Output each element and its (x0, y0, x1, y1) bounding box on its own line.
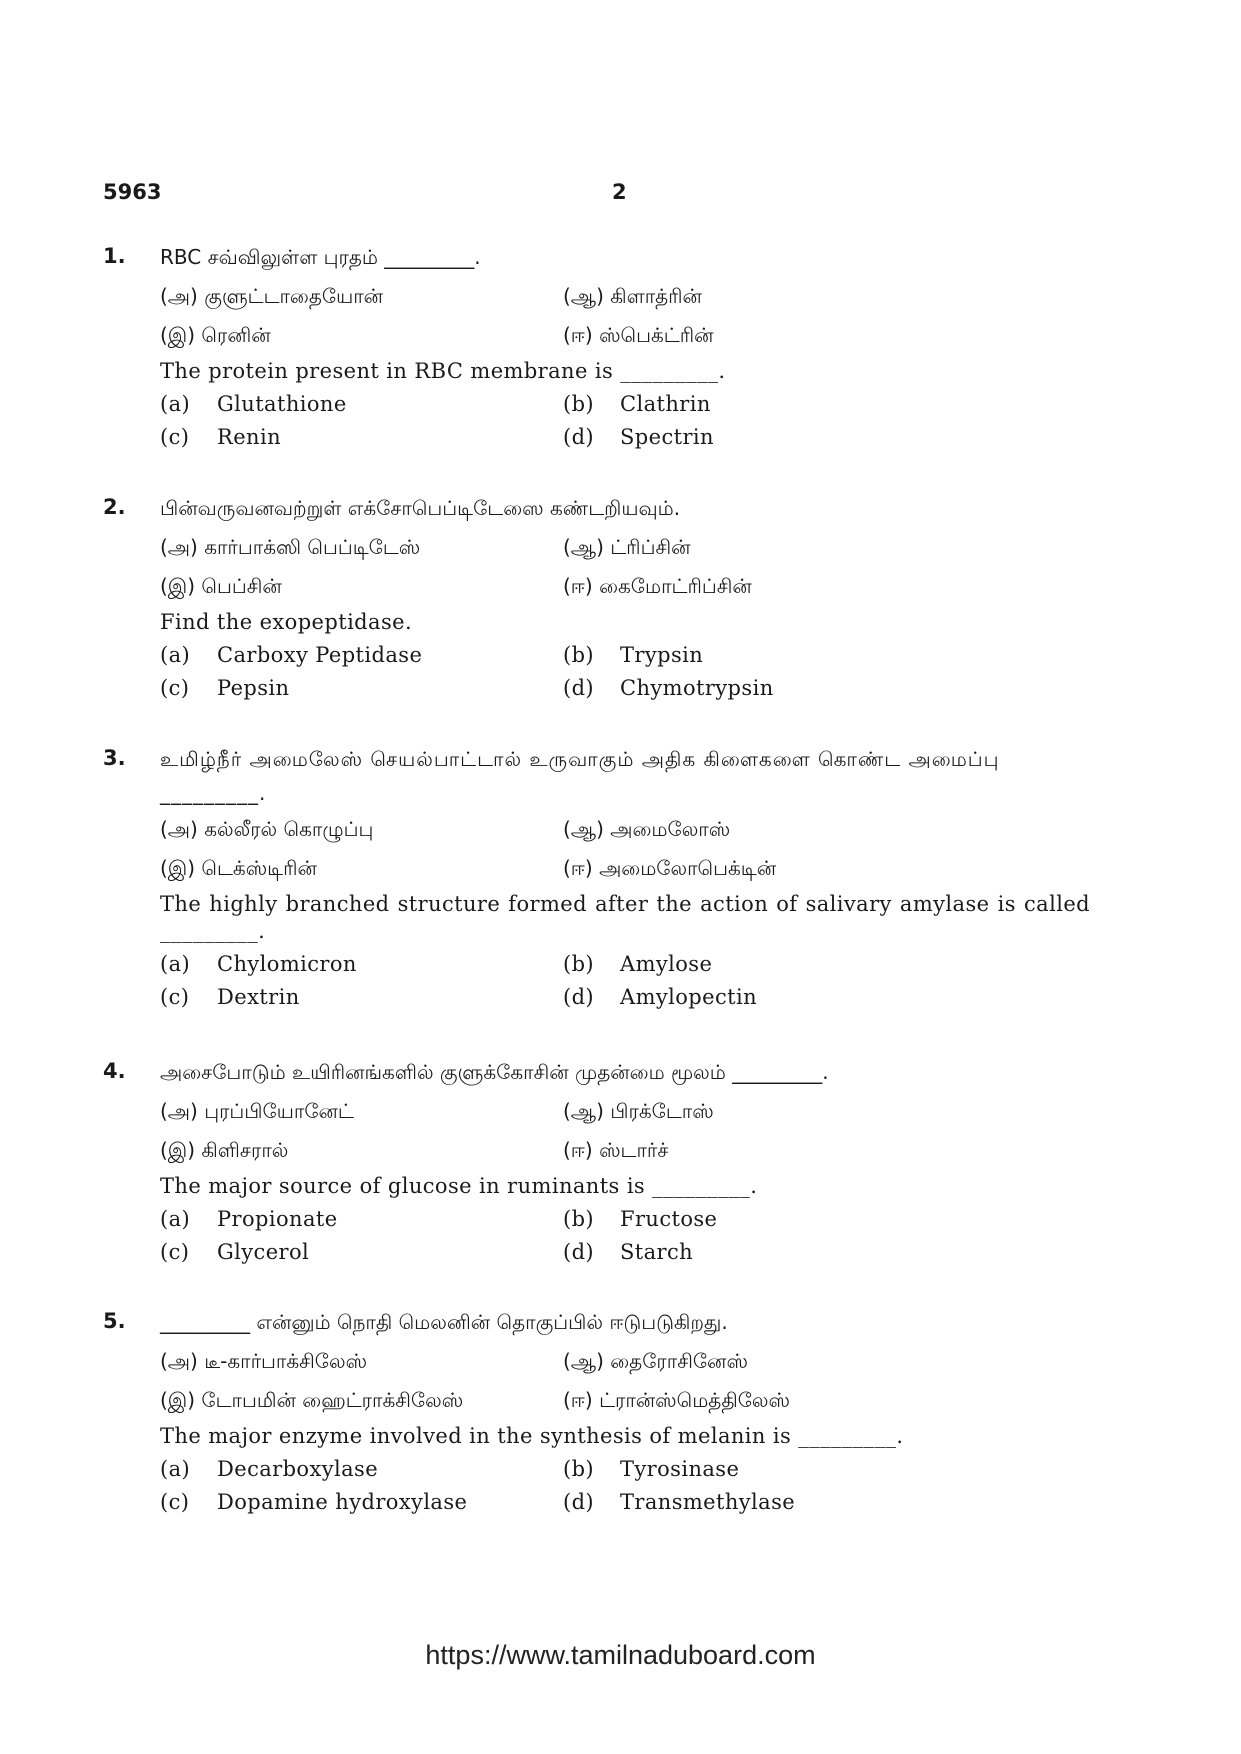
tamil-options-row (160, 1381, 1103, 1420)
tamil-options-row (160, 316, 1103, 355)
option-c: (c) Dextrin (160, 985, 300, 1009)
english-options-row (160, 639, 1103, 672)
english-options-row (160, 672, 1103, 705)
option-a: (a) Chylomicron (160, 952, 357, 976)
tamil-options-row (160, 277, 1103, 316)
footer-url[interactable]: https://www.tamilnaduboard.com (425, 1640, 816, 1670)
tamil-option-2: (ஆ) ட்ரிப்சின் (563, 535, 691, 559)
option-a: (a) Decarboxylase (160, 1457, 379, 1481)
page-number: 2 (612, 180, 627, 204)
tamil-option-3: (இ) பெப்சின் (160, 574, 282, 598)
tamil-option-2: (ஆ) பிரக்டோஸ் (563, 1099, 714, 1123)
question-1 (103, 238, 1103, 454)
tamil-option-1: (அ) கார்பாக்ஸி பெப்டிடேஸ் (160, 535, 421, 559)
tamil-option-4: (ஈ) ட்ரான்ஸ்மெத்திலேஸ் (563, 1388, 791, 1412)
option-a: (a) Glutathione (160, 392, 347, 416)
tamil-option-4: (ஈ) ஸ்பெக்ட்ரின் (563, 323, 714, 347)
question-number: 1. (103, 244, 126, 268)
question-2 (103, 489, 1103, 705)
tamil-options-row (160, 810, 1103, 849)
english-options-row (160, 1236, 1103, 1269)
tamil-question: _________ என்னும் நொதி மெலனின் தொகுப்பில் ஈடுபடுகிறது. (160, 1310, 728, 1334)
english-question: The major enzyme involved in the synthesis of melanin is _________. (160, 1424, 904, 1448)
question-5 (103, 1303, 1103, 1519)
english-options-row (160, 1203, 1103, 1236)
tamil-option-4: (ஈ) கைமோட்ரிப்சின் (563, 574, 752, 598)
english-question: The protein present in RBC membrane is _________. (160, 359, 726, 383)
question-number: 4. (103, 1059, 126, 1083)
option-a: (a) Propionate (160, 1207, 338, 1231)
tamil-option-2: (ஆ) அமைலோஸ் (563, 817, 731, 841)
option-b: (b) Amylose (563, 952, 713, 976)
tamil-question: பின்வருவனவற்றுள் எக்சோபெப்டிடேஸை கண்டறியவும். (160, 496, 681, 520)
english-question: Find the exopeptidase. (160, 610, 413, 634)
tamil-option-2: (ஆ) கிளாத்ரின் (563, 284, 702, 308)
tamil-question: அசைபோடும் உயிரினங்களில் குளுக்கோசின் முதன்மை மூலம் _________. (160, 1060, 829, 1084)
option-b: (b) Fructose (563, 1207, 718, 1231)
tamil-options-row (160, 1131, 1103, 1170)
tamil-option-2: (ஆ) தைரோசினேஸ் (563, 1349, 748, 1373)
option-b: (b) Trypsin (563, 643, 704, 667)
option-d: (d) Amylopectin (563, 985, 758, 1009)
tamil-options-row (160, 849, 1103, 888)
english-options-row (160, 948, 1103, 981)
question-number: 2. (103, 495, 126, 519)
tamil-option-3: (இ) டெக்ஸ்டிரின் (160, 856, 317, 880)
tamil-question: உமிழ்நீர் அமைலேஸ் செயல்பாட்டால் உருவாகும் அதிக கிளைகளை கொண்ட அமைப்பு _________. (160, 747, 1000, 805)
option-d: (d) Spectrin (563, 425, 714, 449)
tamil-options-row (160, 1092, 1103, 1131)
option-d: (d) Transmethylase (563, 1490, 796, 1514)
option-b: (b) Tyrosinase (563, 1457, 740, 1481)
tamil-option-1: (அ) குளுட்டாதையோன் (160, 284, 384, 308)
english-options-row (160, 421, 1103, 454)
tamil-option-3: (இ) ரெனின் (160, 323, 271, 347)
tamil-options-row (160, 528, 1103, 567)
option-d: (d) Chymotrypsin (563, 676, 774, 700)
question-3 (103, 740, 1103, 1014)
option-d: (d) Starch (563, 1240, 694, 1264)
paper-code: 5963 (103, 180, 162, 204)
option-c: (c) Glycerol (160, 1240, 310, 1264)
tamil-option-4: (ஈ) அமைலோபெக்டின் (563, 856, 777, 880)
option-c: (c) Pepsin (160, 676, 290, 700)
option-a: (a) Carboxy Peptidase (160, 643, 423, 667)
option-c: (c) Dopamine hydroxylase (160, 1490, 468, 1514)
english-options-row (160, 981, 1103, 1014)
tamil-option-1: (அ) புரப்பியோனேட் (160, 1099, 354, 1123)
english-options-row (160, 1453, 1103, 1486)
question-4 (103, 1053, 1103, 1269)
tamil-option-1: (அ) கல்லீரல் கொழுப்பு (160, 817, 374, 841)
tamil-option-4: (ஈ) ஸ்டார்ச் (563, 1138, 669, 1162)
tamil-option-3: (இ) கிளிசரால் (160, 1138, 289, 1162)
question-number: 3. (103, 746, 126, 770)
tamil-option-3: (இ) டோபமின் ஹைட்ராக்சிலேஸ் (160, 1388, 464, 1412)
english-options-row (160, 388, 1103, 421)
tamil-options-row (160, 567, 1103, 606)
english-options-row (160, 1486, 1103, 1519)
english-question: The major source of glucose in ruminants is _________. (160, 1174, 758, 1198)
question-number: 5. (103, 1309, 126, 1333)
option-c: (c) Renin (160, 425, 282, 449)
tamil-options-row (160, 1342, 1103, 1381)
tamil-option-1: (அ) டீ-கார்பாக்சிலேஸ் (160, 1349, 368, 1373)
option-b: (b) Clathrin (563, 392, 711, 416)
tamil-question: RBC சவ்விலுள்ள புரதம் _________. (160, 245, 481, 269)
english-question: The highly branched structure formed after the action of salivary amylase is called _________. (160, 892, 1090, 943)
